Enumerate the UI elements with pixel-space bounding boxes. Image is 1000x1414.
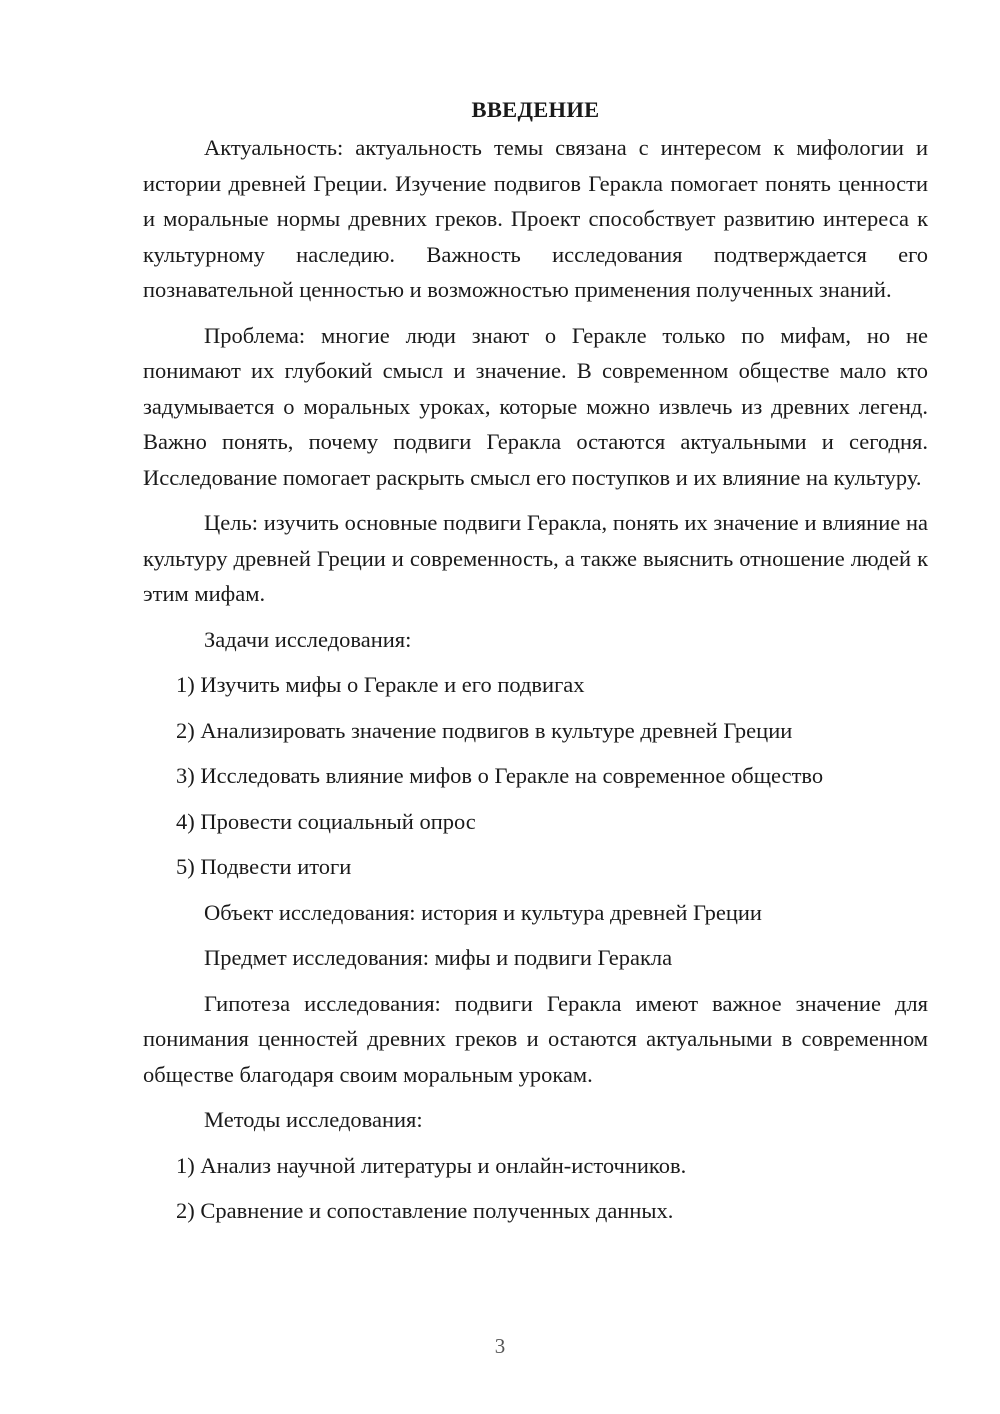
page-number: 3: [494, 1334, 506, 1358]
research-object: Объект исследования: история и культура древней Греции: [204, 899, 762, 925]
page-title: ВВЕДЕНИЕ: [471, 97, 600, 122]
hypothesis-paragraph: Гипотеза исследования: подвиги Геракла имеют важное значение для понимания ценностей древних греков и остаются актуальными в современном обществе благодаря своим моральным урокам.: [143, 990, 928, 1087]
method-item: 2) Сравнение и сопоставление полученных данных.: [176, 1198, 674, 1223]
task-item: 5) Подвести итоги: [176, 854, 352, 879]
task-item: 3) Исследовать влияние мифов о Геракле на современное общество: [176, 763, 824, 788]
research-subject: Предмет исследования: мифы и подвиги Геракла: [204, 945, 673, 970]
method-item: 1) Анализ научной литературы и онлайн-источников.: [176, 1152, 687, 1178]
task-item: 4) Провести социальный опрос: [176, 808, 476, 834]
goal-paragraph: Цель: изучить основные подвиги Геракла, понять их значение и влияние на культуру древней Греции и современность, а также выяснить отношение людей к этим мифам.: [143, 510, 928, 606]
relevance-paragraph: Актуальность: актуальность темы связана с интересом к мифологии и истории древней Греции. Изучение подвигов Геракла помогает понять ценности и моральные нормы древних греков. Проект способствует развитию интереса к культурному наследию. Важность исследования подтверждается его познавательной ценностью и возможностью применения полученных знаний.: [143, 135, 928, 302]
tasks-heading: Задачи исследования:: [204, 626, 412, 652]
document-page: [143, 92, 928, 1239]
task-item: 2) Анализировать значение подвигов в культуре древней Греции: [176, 717, 793, 743]
task-item: 1) Изучить мифы о Геракле и его подвигах: [176, 672, 585, 697]
problem-paragraph: Проблема: многие люди знают о Геракле только по мифам, но не понимают их глубокий смысл и значение. В современном обществе мало кто задумывается о моральных уроках, которые можно извлечь из древних легенд. Важно понять, почему подвиги Геракла остаются актуальными и сегодня. Исследование помогает раскрыть смысл его поступков и их влияние на культуру.: [143, 322, 928, 490]
methods-heading: Методы исследования:: [204, 1107, 423, 1132]
